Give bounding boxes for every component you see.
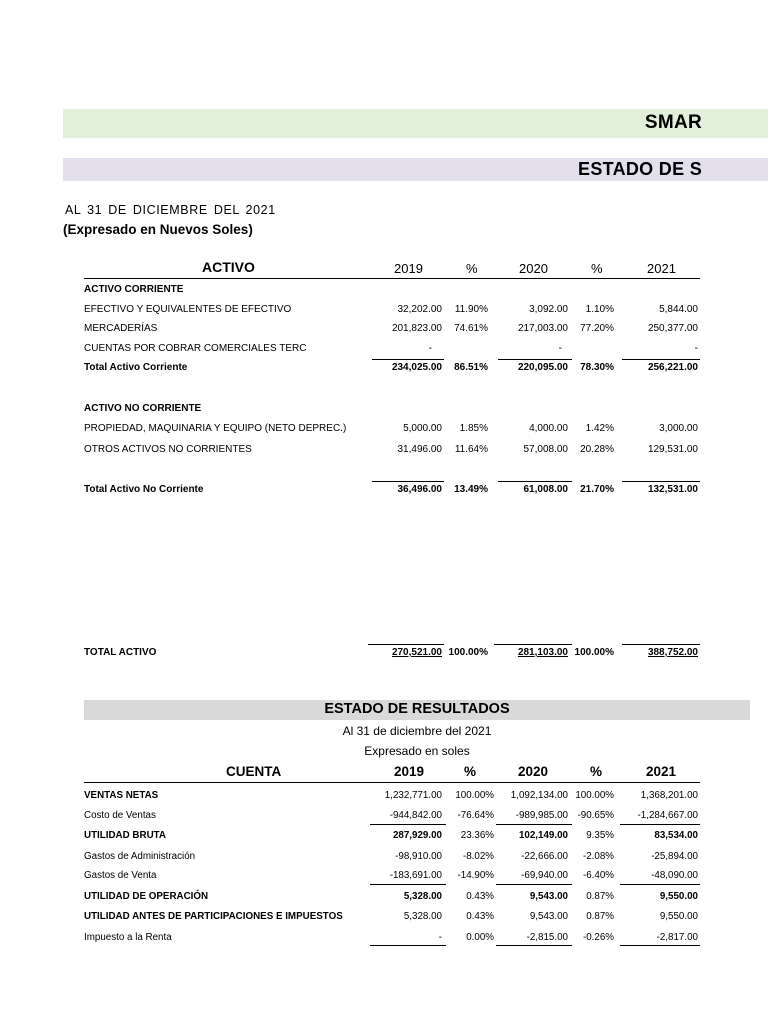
header-2021: 2021 xyxy=(646,764,677,779)
value-2019: -944,842.00 xyxy=(389,810,442,821)
table-row xyxy=(84,908,700,926)
value-2019: 1,232,771.00 xyxy=(384,790,442,801)
header-activo: ACTIVO xyxy=(202,259,255,275)
value-2020: 4,000.00 xyxy=(529,423,568,434)
total-line xyxy=(368,644,444,645)
statement-title: ESTADO DE S xyxy=(578,159,702,179)
value-2021: 132,531.00 xyxy=(647,484,698,495)
table-row xyxy=(84,787,700,805)
row-label: Costo de Ventas xyxy=(84,810,156,821)
value-2019: 287,929.00 xyxy=(392,830,442,841)
header-2021: 2021 xyxy=(647,261,676,276)
balance-header xyxy=(84,258,700,279)
row-label: Impuesto a la Renta xyxy=(84,932,172,943)
table-row xyxy=(84,827,700,845)
value-2021: 5,844.00 xyxy=(659,304,698,315)
subtotal-line xyxy=(620,945,700,946)
value-2021: 83,534.00 xyxy=(654,830,698,841)
header-cuenta: CUENTA xyxy=(226,764,282,779)
pct-2020: 0.87% xyxy=(586,891,614,902)
pct-2019: 11.90% xyxy=(454,304,488,315)
value-2020: 1,092,134.00 xyxy=(510,790,568,801)
row-label: PROPIEDAD, MAQUINARIA Y EQUIPO (NETO DEPREC.) xyxy=(84,423,347,434)
subtotal-line xyxy=(370,945,446,946)
value-2020: -22,666.00 xyxy=(521,851,568,862)
pct-2019: 0.43% xyxy=(466,891,494,902)
value-2021: 256,221.00 xyxy=(647,362,698,373)
row-label: UTILIDAD BRUTA xyxy=(84,830,166,841)
pct-2019: 0.00% xyxy=(466,932,494,943)
row-label: CUENTAS POR COBRAR COMERCIALES TERC xyxy=(84,343,307,354)
pct-2019: 1.85% xyxy=(459,423,488,434)
total-line xyxy=(498,359,572,360)
value-2019: 5,328.00 xyxy=(403,911,442,922)
row-label: OTROS ACTIVOS NO CORRIENTES xyxy=(84,444,252,455)
subtotal-line xyxy=(620,824,700,825)
pct-2019: 100.00% xyxy=(455,790,494,801)
table-row xyxy=(84,888,700,906)
income-header xyxy=(84,762,700,783)
total-line xyxy=(622,359,700,360)
row-label: TOTAL ACTIVO xyxy=(84,647,157,658)
value-2019: -98,910.00 xyxy=(395,851,442,862)
pct-2019: 23.36% xyxy=(460,830,494,841)
pct-2020: 78.30% xyxy=(580,362,614,373)
pct-2020: 77.20% xyxy=(580,323,614,334)
value-2020: 57,008.00 xyxy=(523,444,568,455)
value-2021: -2,817.00 xyxy=(656,932,698,943)
grand-total-row xyxy=(84,645,700,661)
value-2020: 61,008.00 xyxy=(523,484,568,495)
row-label: UTILIDAD DE OPERACIÓN xyxy=(84,891,209,902)
total-line xyxy=(622,644,700,645)
total-line xyxy=(494,644,572,645)
row-label: Gastos de Administración xyxy=(84,851,196,862)
value-2020: -2,815.00 xyxy=(526,932,568,943)
pct-2020: 1.10% xyxy=(585,304,614,315)
value-2021: 129,531.00 xyxy=(647,444,698,455)
pct-2019: 100.00% xyxy=(448,647,488,658)
value-2020: 281,103.00 xyxy=(517,647,568,658)
pct-2020: 100.00% xyxy=(575,790,614,801)
value-2020: 9,543.00 xyxy=(529,891,568,902)
value-2021: -25,894.00 xyxy=(651,851,698,862)
company-title-band xyxy=(63,109,768,138)
value-2021: 3,000.00 xyxy=(659,423,698,434)
header-pct-2019: % xyxy=(466,261,478,276)
date-line: AL 31 DE DICIEMBRE DEL 2021 xyxy=(65,203,276,217)
pct-2020: 1.42% xyxy=(585,423,614,434)
income-title-band xyxy=(84,700,750,720)
currency-line: (Expresado en Nuevos Soles) xyxy=(63,222,253,237)
section-activo-no-corriente: ACTIVO NO CORRIENTE xyxy=(84,403,202,414)
total-line xyxy=(372,481,444,482)
value-2019: -183,691.00 xyxy=(389,870,442,881)
header-pct-2020: % xyxy=(591,261,603,276)
pct-2019: 13.49% xyxy=(454,484,488,495)
pct-2020: -0.26% xyxy=(582,932,614,943)
pct-2020: -90.65% xyxy=(577,810,614,821)
row-label: Total Activo Corriente xyxy=(84,362,188,373)
table-row xyxy=(84,442,700,458)
subtotal-line xyxy=(496,945,572,946)
pct-2020: 0.87% xyxy=(586,911,614,922)
value-2021: 250,377.00 xyxy=(647,323,698,334)
table-row xyxy=(84,302,700,318)
value-2019: 201,823.00 xyxy=(391,323,442,334)
pct-2020: -2.08% xyxy=(582,851,614,862)
total-row xyxy=(84,482,700,498)
total-line xyxy=(372,359,444,360)
value-2019: 5,000.00 xyxy=(403,423,442,434)
value-2020: 9,543.00 xyxy=(529,911,568,922)
pct-2019: -8.02% xyxy=(462,851,494,862)
table-row xyxy=(84,321,700,337)
income-subtitle-date: Al 31 de diciembre del 2021 xyxy=(342,724,492,738)
value-2020: 220,095.00 xyxy=(517,362,568,373)
value-2021: 9,550.00 xyxy=(659,911,698,922)
value-2020: 102,149.00 xyxy=(518,830,568,841)
value-2019: 5,328.00 xyxy=(403,891,442,902)
pct-2019: 0.43% xyxy=(466,911,494,922)
pct-2020: 9.35% xyxy=(586,830,614,841)
pct-2019: 11.64% xyxy=(454,444,488,455)
total-line xyxy=(622,481,700,482)
value-2019: 32,202.00 xyxy=(397,304,442,315)
total-line xyxy=(498,481,572,482)
value-2021: -48,090.00 xyxy=(651,870,698,881)
subtotal-line xyxy=(620,884,700,885)
value-2021: 9,550.00 xyxy=(659,891,698,902)
value-2020: -69,940.00 xyxy=(521,870,568,881)
row-label: Total Activo No Corriente xyxy=(84,484,204,495)
pct-2020: 100.00% xyxy=(574,647,614,658)
header-2019: 2019 xyxy=(394,261,423,276)
row-label: EFECTIVO Y EQUIVALENTES DE EFECTIVO xyxy=(84,304,292,315)
pct-2019: -76.64% xyxy=(457,810,494,821)
value-2021: -1,284,667.00 xyxy=(637,810,698,821)
row-label: UTILIDAD ANTES DE PARTICIPACIONES E IMPUESTOS xyxy=(84,911,343,922)
subtotal-line xyxy=(370,824,446,825)
value-2021: 1,368,201.00 xyxy=(640,790,698,801)
table-row xyxy=(84,421,700,437)
subtotal-line xyxy=(370,884,446,885)
pct-2020: 21.70% xyxy=(580,484,614,495)
value-2019: 36,496.00 xyxy=(397,484,442,495)
section-activo-corriente: ACTIVO CORRIENTE xyxy=(84,284,184,295)
row-label: Gastos de Venta xyxy=(84,870,157,881)
table-row xyxy=(84,867,700,885)
value-2020: - xyxy=(558,343,562,354)
value-2019: 31,496.00 xyxy=(397,444,442,455)
header-2020: 2020 xyxy=(519,261,548,276)
pct-2019: 74.61% xyxy=(454,323,488,334)
value-2019: - xyxy=(428,343,432,354)
value-2019: 270,521.00 xyxy=(391,647,442,658)
pct-2019: 86.51% xyxy=(454,362,488,373)
value-2019: 234,025.00 xyxy=(391,362,442,373)
table-row xyxy=(84,807,700,825)
value-2020: 217,003.00 xyxy=(517,323,568,334)
income-title: ESTADO DE RESULTADOS xyxy=(324,701,510,717)
value-2019: - xyxy=(438,932,442,943)
pct-2020: 20.28% xyxy=(580,444,614,455)
pct-2020: -6.40% xyxy=(582,870,614,881)
table-row xyxy=(84,848,700,866)
company-title: SMAR xyxy=(644,112,702,133)
value-2021: - xyxy=(694,343,698,354)
header-pct-2020: % xyxy=(590,764,603,779)
subtotal-line xyxy=(496,824,572,825)
value-2020: -989,985.00 xyxy=(515,810,568,821)
value-2020: 3,092.00 xyxy=(529,304,568,315)
table-row xyxy=(84,341,700,357)
total-row xyxy=(84,360,700,376)
value-2021: 388,752.00 xyxy=(647,647,698,658)
subtotal-line xyxy=(496,884,572,885)
header-2020: 2020 xyxy=(518,764,549,779)
statement-title-band xyxy=(63,158,768,181)
header-2019: 2019 xyxy=(394,764,425,779)
pct-2019: -14.90% xyxy=(457,870,494,881)
header-pct-2019: % xyxy=(464,764,477,779)
row-label: VENTAS NETAS xyxy=(84,790,159,801)
row-label: MERCADERÍAS xyxy=(84,323,158,334)
income-subtitle-currency: Expresado en soles xyxy=(364,744,470,758)
